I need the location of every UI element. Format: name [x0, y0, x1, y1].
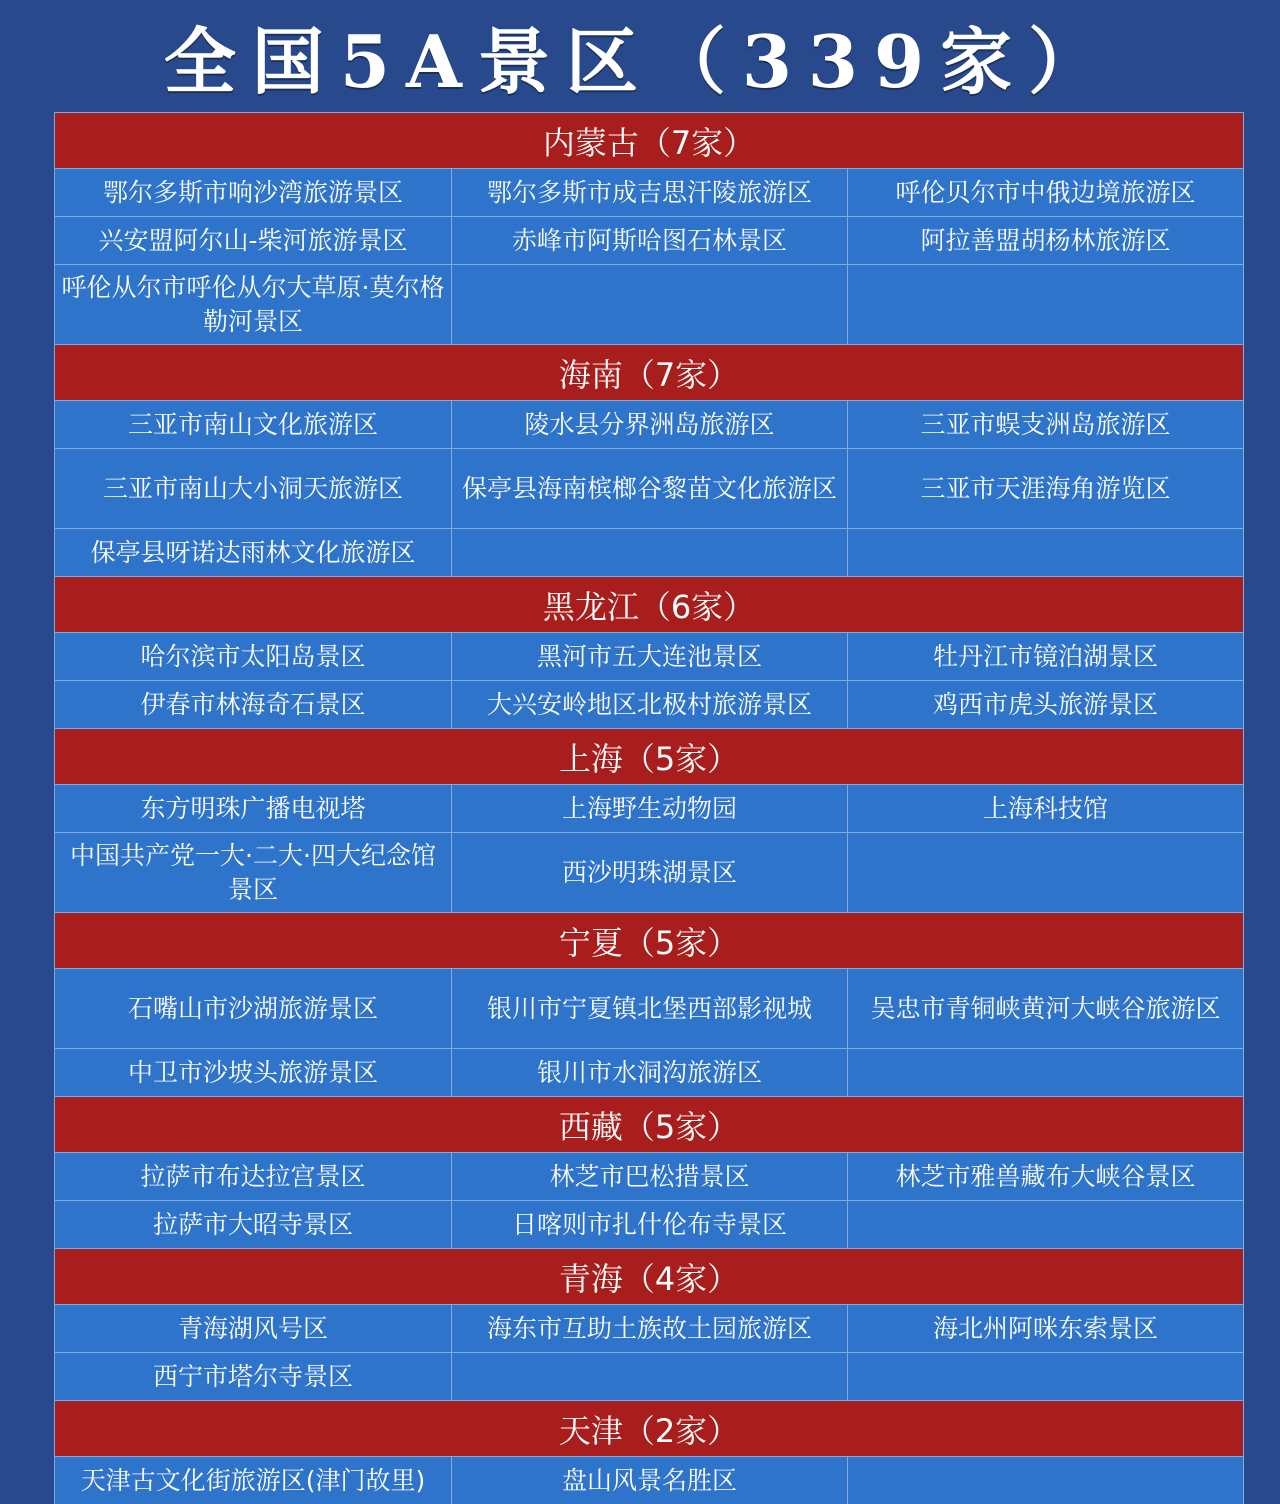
table-cell: 兴安盟阿尔山-柴河旅游景区	[98, 225, 408, 255]
table-row	[55, 528, 1243, 576]
scenic-area-table	[54, 112, 1244, 1504]
table-cell	[451, 1353, 847, 1400]
table-cell: 赤峰市阿斯哈图石林景区	[451, 217, 847, 264]
section-header-qinghai: 青海（4家）	[55, 1248, 1243, 1304]
table-row	[55, 784, 1243, 832]
table-row	[55, 1456, 1243, 1504]
table-cell: 牡丹江市镜泊湖景区	[847, 633, 1243, 680]
table-cell: 石嘴山市沙湖旅游景区	[127, 993, 378, 1023]
section-header-tibet: 西藏（5家）	[55, 1096, 1243, 1152]
table-cell: 西沙明珠湖景区	[451, 833, 847, 912]
table-cell: 东方明珠广播电视塔	[140, 793, 366, 823]
table-row	[55, 264, 1243, 344]
table-cell: 天津古文化街旅游区(津门故里)	[80, 1465, 426, 1495]
table-cell	[847, 1457, 1243, 1504]
section-header-heilongjiang: 黑龙江（6家）	[55, 576, 1243, 632]
section-header-shanghai: 上海（5家）	[55, 728, 1243, 784]
table-cell: 哈尔滨市太阳岛景区	[140, 641, 366, 671]
table-cell: 阿拉善盟胡杨林旅游区	[847, 217, 1243, 264]
table-cell: 呼伦贝尔市中俄边境旅游区	[847, 169, 1243, 216]
table-cell: 鄂尔多斯市响沙湾旅游景区	[102, 177, 403, 207]
table-cell	[847, 1353, 1243, 1400]
table-cell: 呼伦从尔市呼伦从尔大草原·莫尔格勒河景区	[61, 272, 445, 336]
table-cell	[847, 1201, 1243, 1248]
table-cell	[847, 265, 1243, 344]
table-row	[55, 216, 1243, 264]
table-cell	[451, 265, 847, 344]
table-cell: 海东市互助土族故土园旅游区	[451, 1305, 847, 1352]
table-cell: 保亭县呀诺达雨林文化旅游区	[90, 537, 416, 567]
table-cell: 上海野生动物园	[451, 785, 847, 832]
table-row	[55, 1304, 1243, 1352]
table-cell: 大兴安岭地区北极村旅游景区	[451, 681, 847, 728]
table-cell: 鸡西市虎头旅游景区	[847, 681, 1243, 728]
table-cell: 拉萨市布达拉宫景区	[140, 1161, 366, 1191]
table-cell	[451, 529, 847, 576]
table-cell: 陵水县分界洲岛旅游区	[451, 401, 847, 448]
table-cell: 林芝市巴松措景区	[451, 1153, 847, 1200]
table-cell: 鄂尔多斯市成吉思汗陵旅游区	[451, 169, 847, 216]
table-row	[55, 832, 1243, 912]
table-cell: 海北州阿咪东索景区	[847, 1305, 1243, 1352]
table-cell: 三亚市天涯海角游览区	[847, 449, 1243, 528]
table-cell: 伊春市林海奇石景区	[140, 689, 366, 719]
table-cell: 西宁市塔尔寺景区	[152, 1361, 353, 1391]
table-cell: 三亚市蜈支洲岛旅游区	[847, 401, 1243, 448]
table-cell	[847, 833, 1243, 912]
table-cell: 三亚市南山文化旅游区	[127, 409, 378, 439]
table-cell: 三亚市南山大小洞天旅游区	[102, 473, 403, 503]
table-cell: 银川市宁夏镇北堡西部影视城	[451, 969, 847, 1048]
page-title: 全国5A景区（339家）	[163, 19, 1117, 104]
table-row	[55, 1048, 1243, 1096]
table-row	[55, 632, 1243, 680]
section-header-tianjin: 天津（2家）	[55, 1400, 1243, 1456]
table-row	[55, 400, 1243, 448]
table-row	[55, 1352, 1243, 1400]
table-cell: 中卫市沙坡头旅游景区	[127, 1057, 378, 1087]
table-cell	[847, 1049, 1243, 1096]
table-cell: 青海湖风号区	[177, 1313, 328, 1343]
table-row	[55, 168, 1243, 216]
section-header-ningxia: 宁夏（5家）	[55, 912, 1243, 968]
table-cell: 吴忠市青铜峡黄河大峡谷旅游区	[847, 969, 1243, 1048]
table-row	[55, 448, 1243, 528]
table-row	[55, 680, 1243, 728]
section-header-inner-mongolia: 内蒙古（7家）	[55, 112, 1243, 168]
table-cell: 上海科技馆	[847, 785, 1243, 832]
section-header-hainan: 海南（7家）	[55, 344, 1243, 400]
table-cell: 林芝市雅兽藏布大峡谷景区	[847, 1153, 1243, 1200]
table-cell: 日喀则市扎什伦布寺景区	[451, 1201, 847, 1248]
table-cell: 银川市水洞沟旅游区	[451, 1049, 847, 1096]
table-cell: 拉萨市大昭寺景区	[152, 1209, 353, 1239]
table-cell: 盘山风景名胜区	[451, 1457, 847, 1504]
table-row	[55, 968, 1243, 1048]
table-cell: 中国共产党一大·二大·四大纪念馆景区	[70, 840, 436, 904]
table-row	[55, 1200, 1243, 1248]
table-cell	[847, 529, 1243, 576]
table-row	[55, 1152, 1243, 1200]
table-cell: 保亭县海南槟榔谷黎苗文化旅游区	[451, 449, 847, 528]
table-cell: 黑河市五大连池景区	[451, 633, 847, 680]
